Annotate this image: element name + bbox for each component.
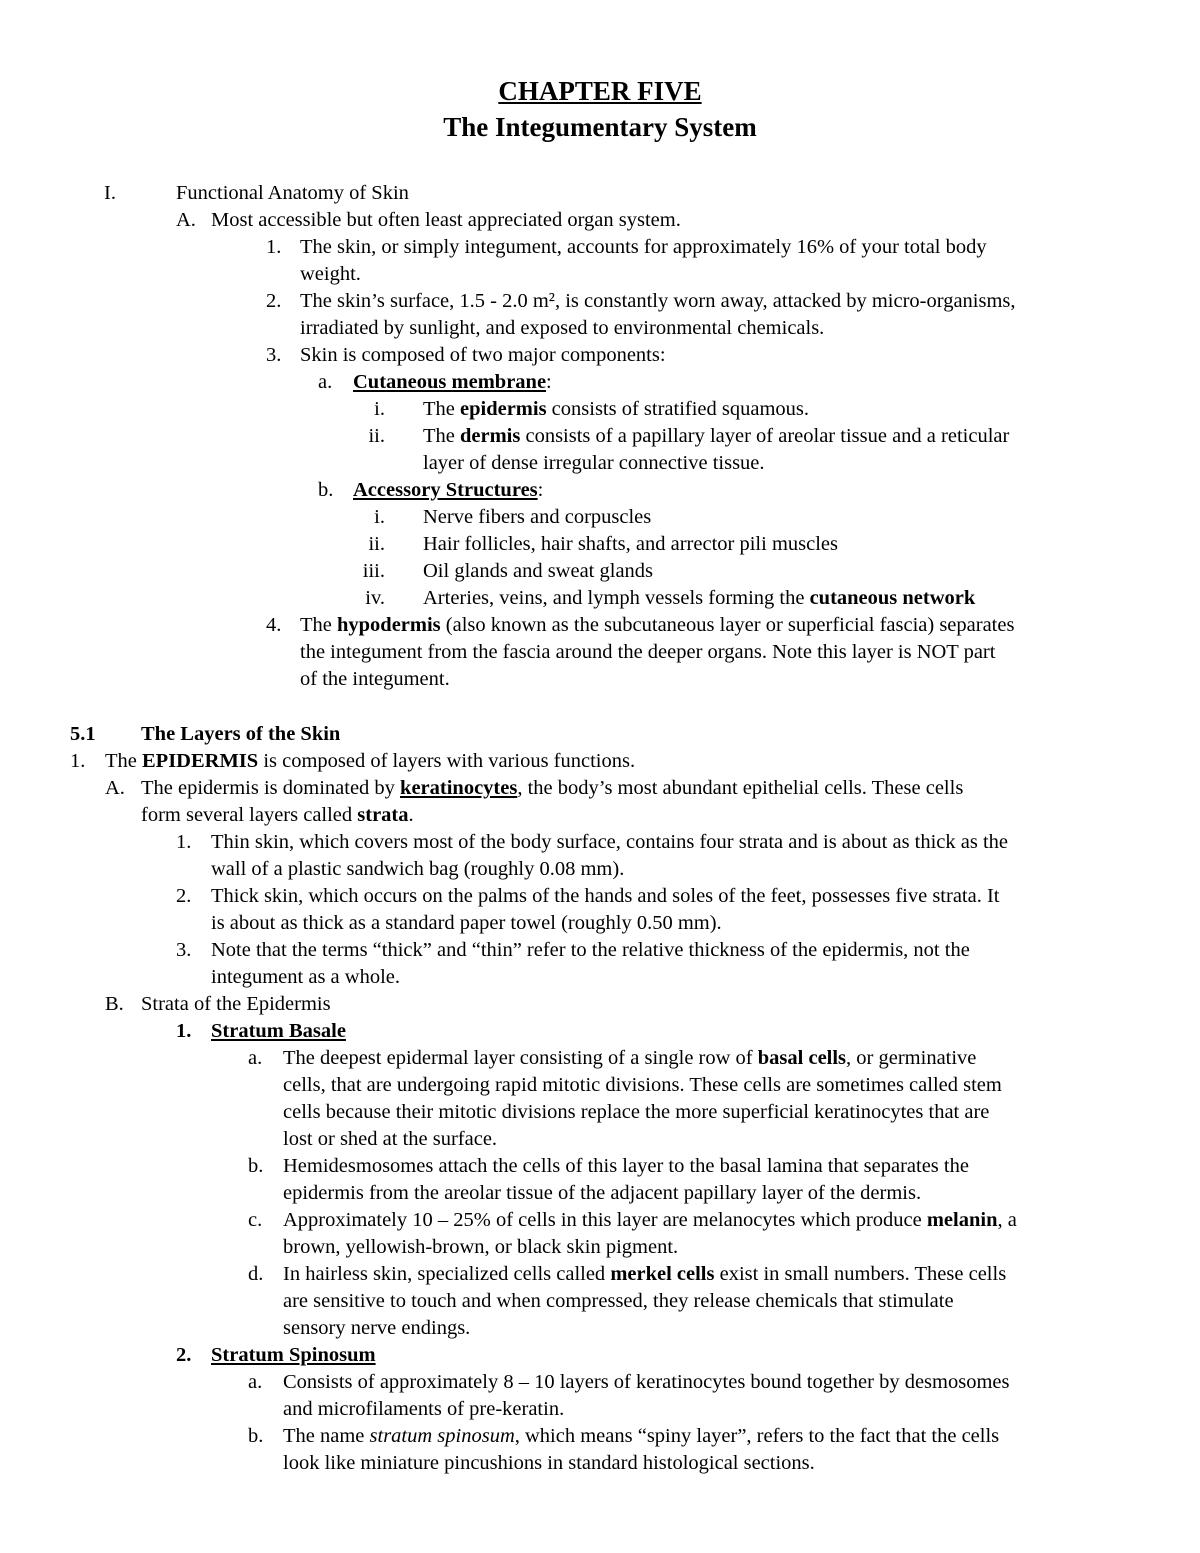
outline-text: The skin, or simply integument, accounts for approximately 16% of your total body bbox=[300, 236, 987, 258]
outline-text: brown, yellowish-brown, or black skin pigment. bbox=[283, 1236, 679, 1258]
outline-marker: d. bbox=[248, 1263, 264, 1285]
outline-marker: i. bbox=[374, 506, 385, 528]
outline-text: The name stratum spinosum, which means “spiny layer”, refers to the fact that the cells bbox=[283, 1425, 1000, 1447]
outline-marker: 1. bbox=[176, 1020, 192, 1042]
outline-marker: 1. bbox=[70, 750, 86, 772]
outline-text: Approximately 10 – 25% of cells in this layer are melanocytes which produce melanin, a bbox=[283, 1209, 1017, 1231]
outline-text: cells, that are undergoing rapid mitotic divisions. These cells are sometimes called stem bbox=[283, 1074, 1002, 1096]
chapter-subtitle: The Integumentary System bbox=[443, 112, 757, 142]
outline-text: weight. bbox=[300, 263, 361, 285]
outline-marker: 4. bbox=[266, 614, 282, 636]
outline-text: integument as a whole. bbox=[211, 966, 401, 988]
outline-marker: ii. bbox=[368, 425, 385, 447]
stratum-heading: Stratum Basale bbox=[211, 1020, 346, 1042]
outline-marker: B. bbox=[105, 993, 124, 1015]
section-heading: Functional Anatomy of Skin bbox=[176, 182, 409, 204]
term-cutaneous-membrane: Cutaneous membrane bbox=[353, 371, 547, 393]
outline-marker: 3. bbox=[266, 344, 282, 366]
outline-marker: A. bbox=[176, 209, 196, 231]
outline-marker: 3. bbox=[176, 939, 192, 961]
outline-text: Skin is composed of two major components: bbox=[300, 344, 666, 366]
outline-text: Cutaneous membrane: bbox=[353, 371, 552, 393]
outline-text: Consists of approximately 8 – 10 layers of keratinocytes bound together by desmosomes bbox=[283, 1371, 1010, 1393]
outline-marker: 2. bbox=[176, 885, 192, 907]
outline-text: and microfilaments of pre-keratin. bbox=[283, 1398, 565, 1420]
outline-marker: c. bbox=[248, 1209, 263, 1231]
outline-marker: b. bbox=[248, 1155, 264, 1177]
outline-text: The deepest epidermal layer consisting of a single row of basal cells, or germinative bbox=[283, 1047, 977, 1069]
outline-marker: A. bbox=[105, 777, 125, 799]
outline-text: Most accessible but often least appreciated organ system. bbox=[211, 209, 681, 231]
outline-text: Hair follicles, hair shafts, and arrector pili muscles bbox=[423, 533, 838, 555]
outline-text: of the integument. bbox=[300, 668, 450, 690]
outline-text: sensory nerve endings. bbox=[283, 1317, 471, 1339]
outline-text: The epidermis is dominated by keratinocytes, the body’s most abundant epithelial cells. These cells bbox=[141, 777, 964, 799]
outline-text: wall of a plastic sandwich bag (roughly 0.08 mm). bbox=[211, 858, 625, 880]
outline-text: Note that the terms “thick” and “thin” refer to the relative thickness of the epidermis, not the bbox=[211, 939, 970, 961]
outline-text: Hemidesmosomes attach the cells of this layer to the basal lamina that separates the bbox=[283, 1155, 969, 1177]
outline-marker: a. bbox=[318, 371, 333, 393]
outline-marker: i. bbox=[374, 398, 385, 420]
outline-marker: 1. bbox=[176, 831, 192, 853]
outline-text: lost or shed at the surface. bbox=[283, 1128, 498, 1150]
outline-marker: b. bbox=[248, 1425, 264, 1447]
outline-marker: 1. bbox=[266, 236, 282, 258]
outline-text: Strata of the Epidermis bbox=[141, 993, 331, 1015]
outline-text: look like miniature pincushions in standard histological sections. bbox=[283, 1452, 815, 1474]
outline-text: The EPIDERMIS is composed of layers with various functions. bbox=[105, 750, 636, 772]
outline-text: Nerve fibers and corpuscles bbox=[423, 506, 652, 528]
chapter-title: CHAPTER FIVE bbox=[498, 76, 702, 106]
outline-marker: 2. bbox=[176, 1344, 192, 1366]
outline-text: layer of dense irregular connective tissue. bbox=[423, 452, 765, 474]
outline-text: Thin skin, which covers most of the body surface, contains four strata and is about as thick as the bbox=[211, 831, 1009, 853]
outline-text: The hypodermis (also known as the subcutaneous layer or superficial fascia) separates bbox=[300, 614, 1015, 636]
outline-marker: iv. bbox=[365, 587, 385, 609]
term-accessory-structures: Accessory Structures bbox=[353, 479, 538, 501]
outline-text: The skin’s surface, 1.5 - 2.0 m², is constantly worn away, attacked by micro-organisms, bbox=[300, 290, 1016, 312]
outline-marker: a. bbox=[248, 1047, 263, 1069]
outline-marker: ii. bbox=[368, 533, 385, 555]
outline-text: Thick skin, which occurs on the palms of the hands and soles of the feet, possesses five strata. It bbox=[211, 885, 1000, 907]
outline-marker: 2. bbox=[266, 290, 282, 312]
outline-text: Arteries, veins, and lymph vessels forming the cutaneous network bbox=[423, 587, 976, 609]
outline-text: the integument from the fascia around the deeper organs. Note this layer is NOT part bbox=[300, 641, 996, 663]
section-number: 5.1 bbox=[70, 723, 96, 745]
outline-text: cells because their mitotic divisions replace the more superficial keratinocytes that are bbox=[283, 1101, 990, 1123]
outline-marker: iii. bbox=[362, 560, 385, 582]
outline-text: are sensitive to touch and when compressed, they release chemicals that stimulate bbox=[283, 1290, 954, 1312]
outline-text: form several layers called strata. bbox=[141, 804, 414, 826]
outline-text: is about as thick as a standard paper towel (roughly 0.50 mm). bbox=[211, 912, 722, 934]
outline-text: Accessory Structures: bbox=[353, 479, 544, 501]
outline-marker: b. bbox=[318, 479, 334, 501]
outline-marker: I. bbox=[104, 182, 116, 204]
outline-text: The dermis consists of a papillary layer of areolar tissue and a reticular bbox=[423, 425, 1010, 447]
outline-text: irradiated by sunlight, and exposed to environmental chemicals. bbox=[300, 317, 825, 339]
section-heading: The Layers of the Skin bbox=[141, 723, 341, 745]
outline-text: Oil glands and sweat glands bbox=[423, 560, 654, 582]
outline-text: epidermis from the areolar tissue of the adjacent papillary layer of the dermis. bbox=[283, 1182, 922, 1204]
stratum-heading: Stratum Spinosum bbox=[211, 1344, 376, 1366]
outline-text: In hairless skin, specialized cells called merkel cells exist in small numbers. These cells bbox=[283, 1263, 1007, 1285]
outline-marker: a. bbox=[248, 1371, 263, 1393]
outline-text: The epidermis consists of stratified squamous. bbox=[423, 398, 810, 420]
